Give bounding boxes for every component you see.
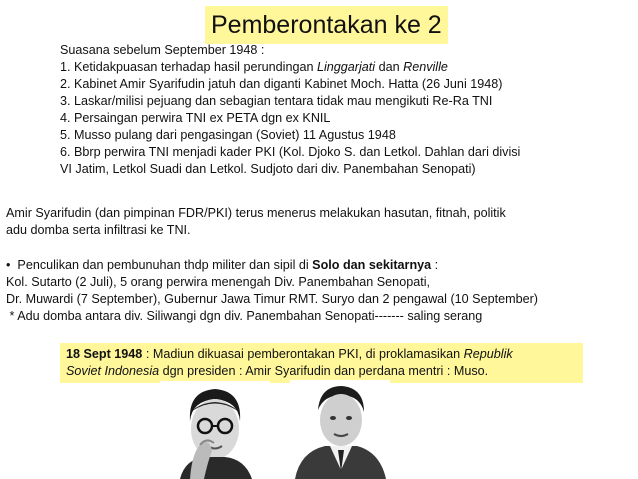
situation-item-1: 1. Ketidakpuasan terhadap hasil perundingan Linggarjati dan Renville xyxy=(60,60,448,74)
kidnapping-line-4: * Adu domba antara div. Siliwangi dgn div. Panembahan Senopati------- saling serang xyxy=(6,309,483,323)
portrait-amir-syarifudin xyxy=(160,381,270,479)
amir-line-1: Amir Syarifudin (dan pimpinan FDR/PKI) terus menerus melakukan hasutan, fitnah, politik xyxy=(6,206,506,220)
situation-item-5: 5. Musso pulang dari pengasingan (Soviet) 11 Agustus 1948 xyxy=(60,128,396,142)
kidnapping-line-2: Kol. Sutarto (2 Juli), 5 orang perwira menengah Div. Panembahan Senopati, xyxy=(6,275,430,289)
situation-heading: Suasana sebelum September 1948 : xyxy=(60,43,265,57)
situation-item-6-cont: VI Jatim, Letkol Suadi dan Letkol. Sudjoto dari div. Panembahan Senopati) xyxy=(60,162,476,176)
slide-title: Pemberontakan ke 2 xyxy=(205,6,448,44)
kidnapping-line-1: • Penculikan dan pembunuhan thdp militer dan sipil di Solo dan sekitarnya : xyxy=(6,258,439,272)
kidnapping-bullet xyxy=(6,257,538,325)
amir-line-2: adu domba serta infiltrasi ke TNI. xyxy=(6,223,191,237)
amir-paragraph xyxy=(6,205,506,239)
situation-list xyxy=(60,42,520,178)
kidnapping-line-3: Dr. Muwardi (7 September), Gubernur Jawa Timur RMT. Suryo dan 2 pengawal (10 September) xyxy=(6,292,538,306)
situation-item-4: 4. Persaingan perwira TNI ex PETA dgn ex KNIL xyxy=(60,111,331,125)
portrait-muso xyxy=(290,380,390,479)
situation-item-6: 6. Bbrp perwira TNI menjadi kader PKI (Kol. Djoko S. dan Letkol. Dahlan dari divisi xyxy=(60,145,521,159)
situation-item-2: 2. Kabinet Amir Syarifudin jatuh dan diganti Kabinet Moch. Hatta (26 Juni 1948) xyxy=(60,77,503,91)
situation-item-3: 3. Laskar/milisi pejuang dan sebagian tentara tidak mau mengikuti Re-Ra TNI xyxy=(60,94,493,108)
madiun-highlight-box: 18 Sept 1948 : Madiun dikuasai pemberontakan PKI, di proklamasikan Republik Soviet Indonesia dgn presiden : Amir Syarifudin dan perdana mentri : Muso. xyxy=(60,343,583,383)
madiun-date: 18 Sept 1948 xyxy=(66,347,143,361)
